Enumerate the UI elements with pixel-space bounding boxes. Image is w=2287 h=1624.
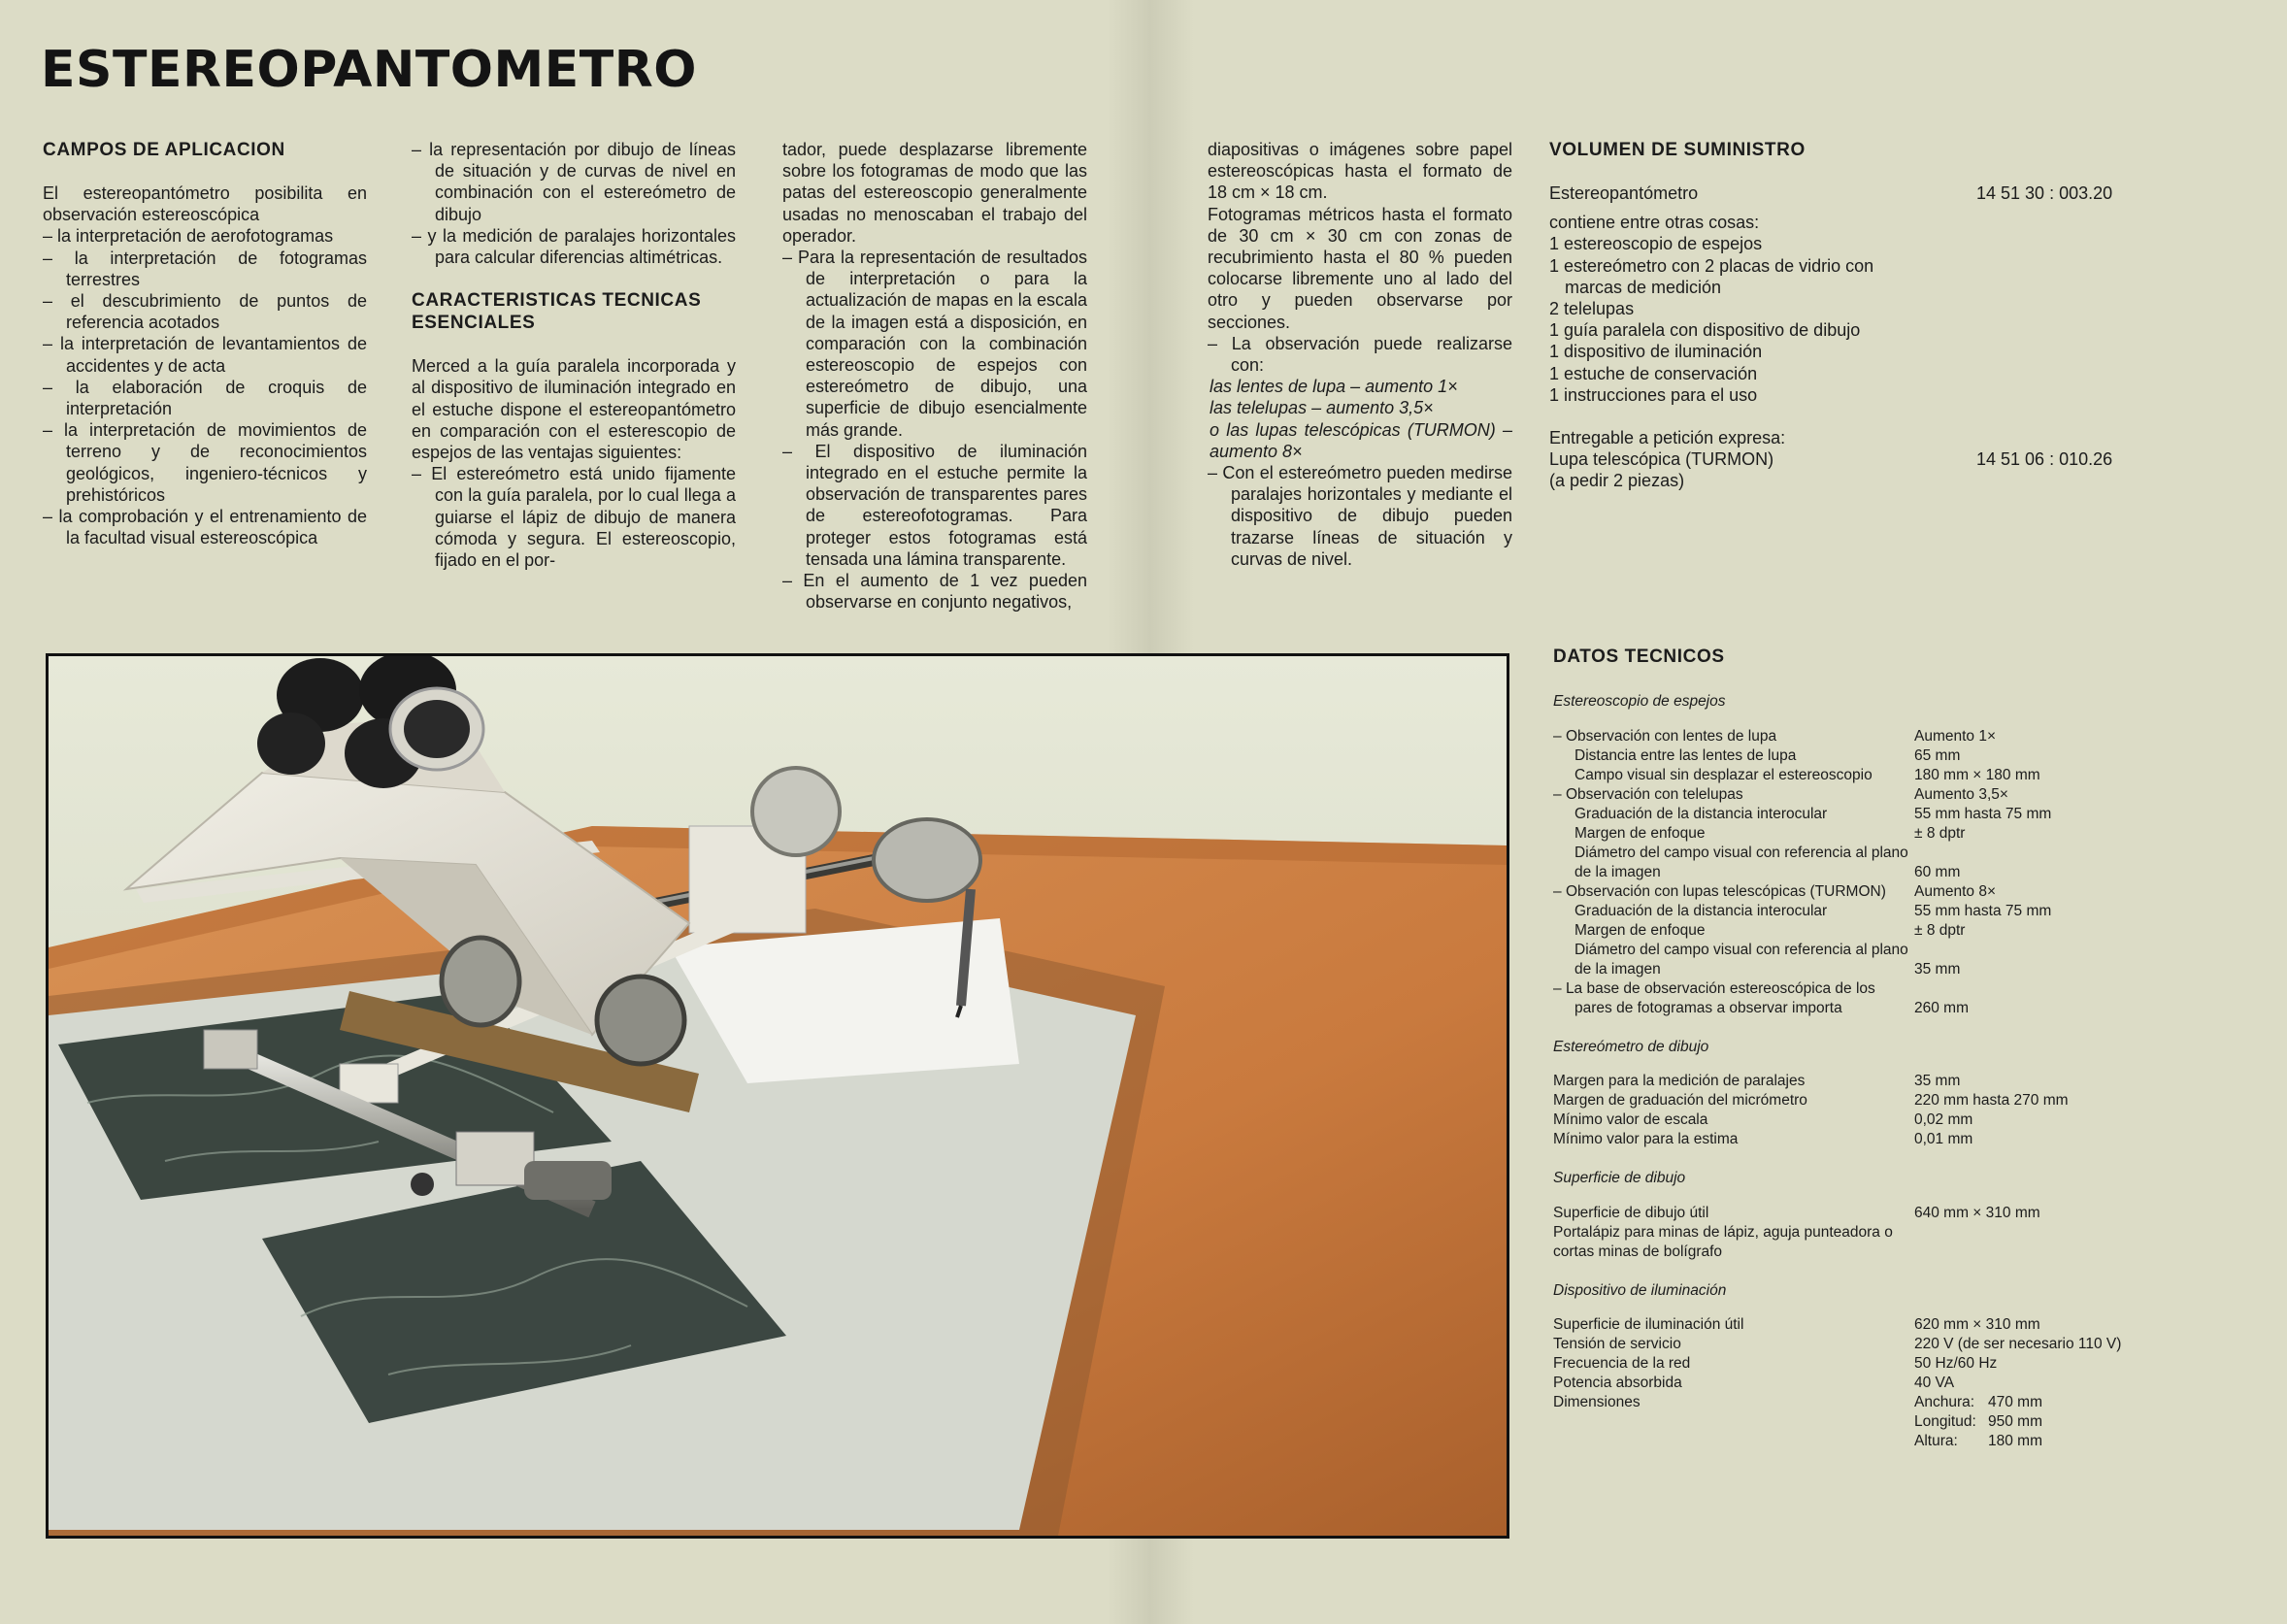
supply-section bbox=[1549, 139, 2171, 492]
tech-row: Superficie de iluminación útil 620 mm × 310 mm bbox=[1553, 1316, 2040, 1333]
tech-row: Graduación de la distancia interocular 55 mm hasta 75 mm bbox=[1574, 805, 2052, 822]
tech-row: Superficie de dibujo útil 640 mm × 310 mm bbox=[1553, 1204, 2040, 1221]
tech-row: Mínimo valor para la estima 0,01 mm bbox=[1553, 1131, 1973, 1147]
tech-row: – Observación con lupas telescópicas (TURMON) Aumento 8× bbox=[1553, 882, 2213, 902]
column-aplicacion bbox=[43, 139, 367, 548]
option-text: las lentes de lupa – aumento 1× bbox=[1210, 377, 1458, 397]
list-item: – y la medición de paralajes horizontales para calcular diferencias altimétricas. bbox=[412, 225, 736, 268]
tech-row: Portalápiz para minas de lápiz, aguja punteadora o cortas minas de bolígrafo bbox=[1553, 1223, 1893, 1260]
list-item: – la interpretación de aerofotogramas bbox=[43, 225, 367, 247]
list-item: – Para la representación de resultados de interpretación o para la actualización de mapas en la escala de la imagen está a disposición, en comparación con la combinación estereoscopio de espejos con estereómetro de dibujo, una superficie de dibujo esencialmente más grande. bbox=[782, 247, 1087, 441]
supply-main-row bbox=[1549, 182, 2171, 204]
tech-row: Diámetro del campo visual con referencia al plano de la imagen 60 mm bbox=[1574, 844, 1961, 880]
list-item: – el descubrimiento de puntos de referencia acotados bbox=[43, 290, 367, 333]
tech-subheading: Estereómetro de dibujo bbox=[1553, 1038, 1709, 1055]
supply-extra-code: 14 51 06 : 010.26 bbox=[1976, 449, 2113, 470]
page-title: ESTEREOPANTOMETRO bbox=[41, 41, 697, 99]
list-item: – El estereómetro está unido fijamente con la guía paralela, por lo cual llega a guiarse el lápiz de dibujo de manera cómoda y segura. El estereoscopio, fijado en el por- bbox=[412, 463, 736, 571]
tech-row: Dimensiones Anchura: 470 mm Longitud: 950 mm Altura: 180 mm bbox=[1553, 1393, 2213, 1451]
supply-extra-intro: Entregable a petición expresa: bbox=[1549, 428, 1786, 448]
wheel bbox=[874, 819, 980, 901]
list-item: – En el aumento de 1 vez pueden observarse en conjunto negativos, bbox=[782, 570, 1087, 613]
supply-item: 1 estereómetro con 2 placas de vidrio con marcas de medición bbox=[1549, 255, 1874, 297]
list-item: – Con el estereómetro pueden medirse paralajes horizontales y mediante el dispositivo de dibujo pueden trazarse líneas de situación y curvas de nivel. bbox=[1208, 462, 1512, 570]
list-item: – la representación por dibujo de líneas de situación y de curvas de nivel en combinación con el estereómetro de dibujo bbox=[412, 139, 736, 225]
product-photo bbox=[46, 653, 1509, 1539]
column-observacion bbox=[1208, 139, 1512, 570]
list-item: – la interpretación de movimientos de terreno y de reconocimientos geológicos, ingeniero-técnicos y prehistóricos bbox=[43, 419, 367, 506]
list-item: – la interpretación de fotogramas terrestres bbox=[43, 248, 367, 290]
column-continuacion bbox=[782, 139, 1087, 613]
paragraph: tador, puede desplazarse libremente sobre los fotogramas de modo que las patas del estereoscopio generalmente usadas no menoscaban el trabajo del operador. bbox=[782, 140, 1087, 246]
tech-row: Frecuencia de la red 50 Hz/60 Hz bbox=[1553, 1355, 1998, 1372]
tech-row: Graduación de la distancia interocular 55 mm hasta 75 mm bbox=[1574, 902, 2052, 919]
tech-subheading: Dispositivo de iluminación bbox=[1553, 1281, 1727, 1299]
tech-row: Diámetro del campo visual con referencia al plano de la imagen 35 mm bbox=[1574, 941, 1961, 978]
dimensions-values: Anchura: 470 mm Longitud: 950 mm Altura: 180 mm bbox=[1914, 1394, 2042, 1449]
supply-extra-note: (a pedir 2 piezas) bbox=[1549, 471, 1685, 491]
tech-row: Tensión de servicio 220 V (de ser necesario 110 V) bbox=[1553, 1336, 2122, 1352]
tech-row: Margen de enfoque ± 8 dptr bbox=[1574, 824, 1966, 842]
paragraph: Merced a la guía paralela incorporada y al dispositivo de iluminación integrado en el estuche dispone el estereopantómetro en comparación con el esterescopio de espejos de las ventajas siguientes: bbox=[412, 356, 736, 463]
tech-subheading: Superficie de dibujo bbox=[1553, 1170, 1686, 1186]
heading-volumen: VOLUMEN DE SUMINISTRO bbox=[1549, 140, 1806, 160]
supply-item: 1 instrucciones para el uso bbox=[1549, 384, 1758, 405]
supply-item: 1 estuche de conservación bbox=[1549, 363, 1758, 383]
column-caracteristicas bbox=[412, 139, 736, 571]
tech-subheading: Estereoscopio de espejos bbox=[1553, 693, 1726, 710]
list-item: – El dispositivo de iluminación integrado en el estuche permite la observación de transparentes pares de estereofotogramas. Para proteger estos fotogramas está tensada una lámina transparente. bbox=[782, 441, 1087, 570]
tech-row: Campo visual sin desplazar el estereoscopio 180 mm × 180 mm bbox=[1574, 766, 2040, 783]
option-text: o las lupas telescópicas (TURMON) – aumento 8× bbox=[1210, 419, 1512, 461]
tech-row: Margen para la medición de paralajes 35 mm bbox=[1553, 1073, 1961, 1089]
heading-datos: DATOS TECNICOS bbox=[1553, 646, 1725, 667]
wheel bbox=[752, 768, 840, 855]
supply-item: 1 guía paralela con dispositivo de dibujo bbox=[1549, 320, 1861, 341]
list-item: – la elaboración de croquis de interpretación bbox=[43, 377, 367, 419]
heading-caracteristicas: CARACTERISTICAS TECNICAS ESENCIALES bbox=[412, 290, 702, 334]
heading-campos: CAMPOS DE APLICACION bbox=[43, 140, 285, 160]
tech-row: – Observación con telelupas Aumento 3,5× bbox=[1553, 785, 2213, 805]
paragraph: Fotogramas métricos hasta el formato de 30 cm × 30 cm con zonas de recubrimiento hasta el 80 % pueden colocarse libremente uno al lado del otro y pueden observarse por secciones. bbox=[1208, 204, 1512, 332]
tech-row: Distancia entre las lentes de lupa 65 mm bbox=[1574, 746, 1961, 764]
supply-item: 1 estereoscopio de espejos bbox=[1549, 234, 1763, 254]
list-item: – la interpretación de levantamientos de accidentes y de acta bbox=[43, 333, 367, 376]
tech-row: – Observación con lentes de lupa Aumento 1× bbox=[1553, 727, 2213, 746]
supply-main-code: 14 51 30 : 003.20 bbox=[1976, 183, 2113, 203]
supply-main-label: Estereopantómetro bbox=[1549, 183, 1699, 203]
list-item: – la comprobación y el entrenamiento de la facultad visual estereoscópica bbox=[43, 506, 367, 548]
tech-data-section bbox=[1553, 647, 2213, 1451]
tech-row: Mínimo valor de escala 0,02 mm bbox=[1553, 1111, 1973, 1128]
tech-row: Margen de enfoque ± 8 dptr bbox=[1574, 921, 1966, 939]
tech-row: – La base de observación estereoscópica de los pares de fotogramas a observar importa 260 mm bbox=[1553, 979, 2213, 1018]
supply-extra-row bbox=[1549, 448, 2171, 470]
paragraph: diapositivas o imágenes sobre papel estereoscópicas hasta el formato de 18 cm × 18 cm. bbox=[1208, 140, 1512, 203]
tech-row: Potencia absorbida 40 VA bbox=[1553, 1375, 1955, 1391]
supply-item: 1 dispositivo de iluminación bbox=[1549, 342, 1763, 362]
supply-item: 2 telelupas bbox=[1549, 299, 1635, 319]
list-item: – La observación puede realizarse con: bbox=[1208, 333, 1512, 376]
intro-text: El estereopantómetro posibilita en observación estereoscópica bbox=[43, 183, 367, 225]
supply-contains: contiene entre otras cosas: bbox=[1549, 213, 1760, 233]
stereopantometer-illustration bbox=[49, 656, 1507, 1536]
option-text: las telelupas – aumento 3,5× bbox=[1210, 398, 1434, 418]
supply-extra-label: Lupa telescópica (TURMON) bbox=[1549, 449, 1774, 470]
tech-row: Margen de graduación del micrómetro 220 mm hasta 270 mm bbox=[1553, 1092, 2069, 1109]
